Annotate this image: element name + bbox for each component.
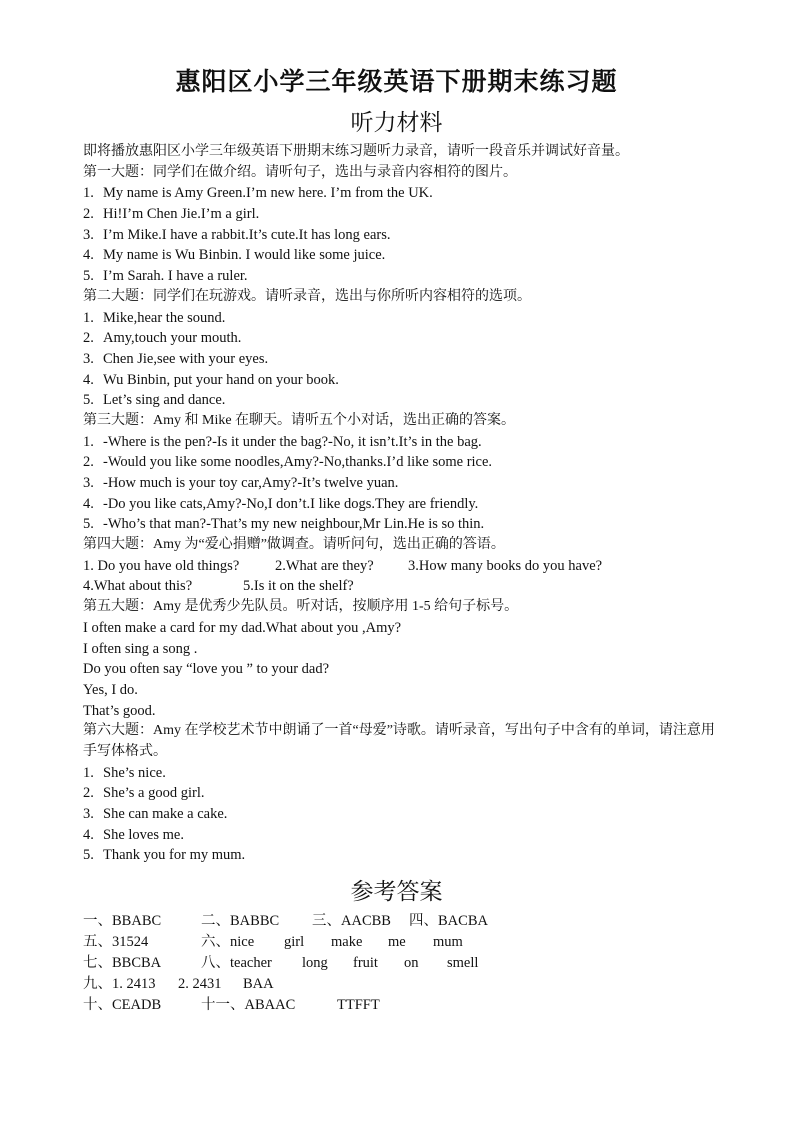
answer-cell: 四、BACBA — [409, 913, 488, 929]
answer-cell: on — [404, 955, 419, 971]
page-title: 惠阳区小学三年级英语下册期末练习题 — [175, 67, 618, 96]
item-number: 4. — [83, 495, 94, 512]
answer-cell: 十一、ABAAC — [201, 997, 296, 1013]
question-1: 1. Do you have old things? — [83, 557, 240, 574]
item-number: 2. — [83, 454, 94, 471]
section1-item — [83, 225, 723, 246]
listening-material-body — [83, 142, 723, 866]
item-text: I’m Mike.I have a rabbit.It’s cute.It has long ears. — [103, 226, 391, 243]
answer-cell: 2. 2431 — [178, 976, 222, 992]
section2-heading: 第二大题：同学们在玩游戏。请听录音，选出与你所听内容相符的选项。 — [83, 288, 531, 304]
listening-material-heading: 听力材料 — [350, 110, 443, 136]
answer-row — [83, 953, 723, 974]
question-5: 5.Is it on the shelf? — [243, 578, 354, 595]
item-number: 3. — [83, 350, 94, 367]
item-text: I’m Sarah. I have a ruler. — [103, 268, 248, 285]
dialogue-line: Yes, I do. — [83, 681, 138, 698]
answer-cell: me — [388, 934, 406, 950]
item-number: 2. — [83, 330, 94, 347]
section1-item — [83, 266, 723, 287]
dialogue-line: That’s good. — [83, 702, 156, 719]
section3-item — [83, 452, 723, 473]
answer-cell: TTFFT — [337, 997, 380, 1013]
answer-cell: 十、CEADB — [83, 997, 162, 1013]
section1-item — [83, 245, 723, 266]
item-number: 1. — [83, 764, 94, 781]
section3-item — [83, 473, 723, 494]
dialogue-line: Do you often say “love you ” to your dad? — [83, 661, 330, 678]
section6-item — [83, 763, 723, 784]
answer-cell: fruit — [353, 955, 378, 971]
section3-heading: 第三大题：Amy 和 Mike 在聊天。请听五个小对话，选出正确的答案。 — [83, 412, 516, 428]
answer-cell: make — [331, 934, 363, 950]
item-number: 3. — [83, 806, 94, 823]
item-text: She can make a cake. — [103, 806, 228, 823]
section3-item — [83, 494, 723, 515]
answer-cell: 九、1. 2413 — [83, 976, 156, 992]
section4-question-row — [83, 556, 723, 577]
section6-item — [83, 804, 723, 825]
section1-heading: 第一大题：同学们在做介绍。请听句子，选出与录音内容相符的图片。 — [83, 164, 517, 180]
item-number: 5. — [83, 516, 94, 533]
item-text: My name is Amy Green.I’m new here. I’m from the UK. — [103, 185, 433, 202]
section4-question-row — [83, 576, 723, 597]
section6-item — [83, 783, 723, 804]
dialogue-line: I often make a card for my dad.What about you ,Amy? — [83, 619, 402, 636]
answer-row — [83, 932, 723, 953]
section2-item — [83, 328, 723, 349]
item-number: 5. — [83, 268, 94, 285]
answer-row — [83, 974, 723, 995]
item-number: 5. — [83, 847, 94, 864]
item-number: 3. — [83, 475, 94, 491]
item-text: Mike,hear the sound. — [103, 309, 226, 326]
item-number: 1. — [83, 185, 94, 202]
item-number: 1. — [83, 309, 94, 326]
answer-row — [83, 995, 723, 1016]
item-text: Chen Jie,see with your eyes. — [103, 350, 269, 367]
answer-cell: girl — [284, 934, 305, 950]
question-4: 4.What about this? — [83, 578, 193, 595]
item-number: 5. — [83, 392, 94, 409]
item-text: Hi!I’m Chen Jie.I’m a girl. — [103, 206, 260, 223]
item-text: She loves me. — [103, 826, 184, 843]
section3-item — [83, 514, 723, 535]
item-number: 4. — [83, 826, 94, 843]
answer-cell: mum — [433, 934, 463, 950]
answer-cell: BAA — [243, 976, 274, 992]
answer-cell: 五、31524 — [83, 934, 149, 950]
dialogue-line: I often sing a song . — [83, 640, 198, 657]
item-text: Amy,touch your mouth. — [103, 330, 242, 347]
item-text: -Who’s that man?-That’s my new neighbour,Mr Lin.He is so thin. — [103, 516, 485, 533]
intro-text: 即将播放惠阳区小学三年级英语下册期末练习题听力录音，请听一段音乐并调试好音量。 — [83, 144, 629, 159]
answer-cell: 七、BBCBA — [83, 955, 162, 971]
answer-key-heading: 参考答案 — [350, 879, 443, 905]
item-text: Let’s sing and dance. — [103, 392, 226, 409]
section2-item — [83, 370, 723, 391]
answer-cell: 二、BABBC — [201, 913, 280, 929]
item-text: -Would you like some noodles,Amy?-No,thanks.I’d like some rice. — [103, 454, 493, 471]
section3-item — [83, 432, 723, 453]
item-text: She’s nice. — [103, 764, 166, 781]
section2-item — [83, 390, 723, 411]
item-text: She’s a good girl. — [103, 785, 205, 802]
answer-cell: 八、teacher — [201, 955, 272, 971]
section6-item — [83, 825, 723, 846]
section5-heading: 第五大题：Amy 是优秀少先队员。听对话，按顺序用 1-5 给句子标号。 — [83, 599, 519, 615]
section1-item — [83, 204, 723, 225]
answer-row — [83, 911, 723, 932]
section2-item — [83, 349, 723, 370]
section4-heading: 第四大题：Amy 为“爱心捐赠”做调查。请听问句，选出正确的答语。 — [83, 537, 505, 553]
answer-key — [83, 911, 723, 1016]
item-text: Wu Binbin, put your hand on your book. — [103, 371, 339, 388]
question-3: 3.How many books do you have? — [408, 557, 603, 574]
item-number: 4. — [83, 247, 94, 264]
item-number: 2. — [83, 785, 94, 802]
item-text: Thank you for my mum. — [103, 847, 246, 864]
section6-heading: 第六大题：Amy 在学校艺术节中朗诵了一首“母爱”诗歌。请听录音，写出句子中含有的单词，请注意用手写体格式。 — [83, 723, 715, 759]
answer-cell: long — [302, 955, 328, 971]
item-text: -How much is your toy car,Amy?-It’s twelve yuan. — [103, 475, 399, 491]
question-2: 2.What are they? — [275, 557, 374, 574]
item-number: 3. — [83, 226, 94, 243]
answer-cell: 一、BBABC — [83, 913, 162, 929]
item-text: My name is Wu Binbin. I would like some juice. — [103, 247, 386, 264]
answer-cell: 六、nice — [201, 934, 255, 950]
answer-cell: smell — [447, 955, 479, 971]
item-number: 2. — [83, 206, 94, 223]
answer-cell: 三、AACBB — [312, 913, 391, 929]
item-text: -Do you like cats,Amy?-No,I don’t.I like dogs.They are friendly. — [103, 495, 479, 512]
item-text: -Where is the pen?-Is it under the bag?-No, it isn’t.It’s in the bag. — [103, 433, 482, 450]
item-number: 4. — [83, 371, 94, 388]
item-number: 1. — [83, 433, 94, 450]
section1-item — [83, 183, 723, 204]
section2-item — [83, 308, 723, 329]
section6-item — [83, 845, 723, 866]
